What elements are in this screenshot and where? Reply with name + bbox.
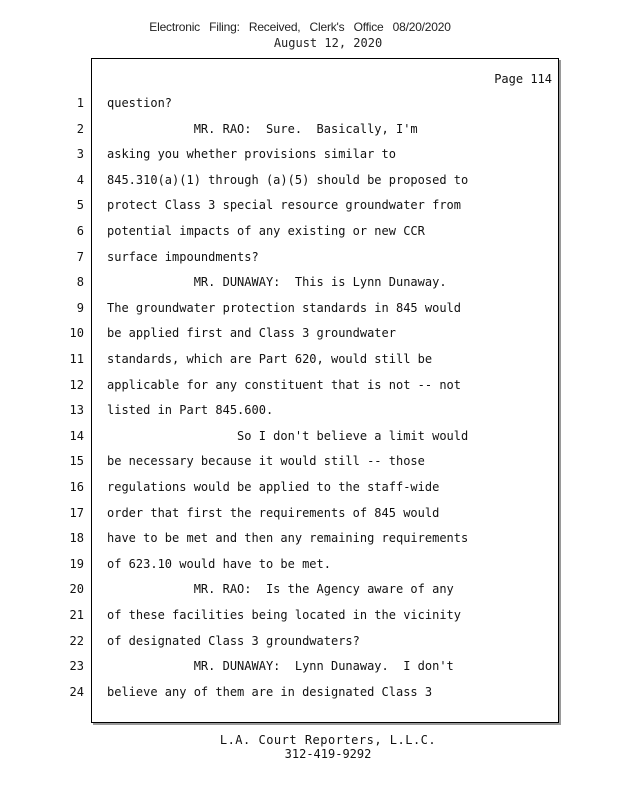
line-number: 21 bbox=[69, 608, 84, 622]
line-text: be necessary because it would still -- those bbox=[107, 454, 425, 468]
line-text: be applied first and Class 3 groundwater bbox=[107, 326, 396, 340]
transcript-line bbox=[0, 93, 560, 113]
line-text: regulations would be applied to the staff-wide bbox=[107, 480, 440, 494]
transcript-line bbox=[0, 503, 560, 523]
transcript-line bbox=[0, 247, 560, 267]
line-number: 12 bbox=[69, 378, 84, 392]
transcript-line bbox=[0, 451, 560, 471]
line-text: standards, which are Part 620, would still be bbox=[107, 352, 433, 366]
line-number: 6 bbox=[76, 224, 84, 238]
line-text: have to be met and then any remaining requirements bbox=[107, 531, 469, 545]
line-number: 20 bbox=[69, 582, 84, 596]
line-number: 18 bbox=[69, 531, 84, 545]
transcript-line bbox=[0, 528, 560, 548]
line-text: potential impacts of any existing or new CCR bbox=[107, 224, 425, 238]
line-number: 8 bbox=[76, 275, 84, 289]
line-text: protect Class 3 special resource groundwater from bbox=[107, 198, 462, 212]
transcript-line bbox=[0, 144, 560, 164]
line-number: 15 bbox=[69, 454, 84, 468]
line-text: MR. DUNAWAY: Lynn Dunaway. I don't bbox=[107, 659, 454, 673]
transcript-line bbox=[0, 375, 560, 395]
line-text: of 623.10 would have to be met. bbox=[107, 557, 331, 571]
line-text: question? bbox=[107, 96, 173, 110]
line-text: of these facilities being located in the vicinity bbox=[107, 608, 462, 622]
line-number: 16 bbox=[69, 480, 84, 494]
line-text: The groundwater protection standards in 845 would bbox=[107, 301, 462, 315]
transcript-line bbox=[0, 682, 560, 702]
line-text: order that first the requirements of 845 would bbox=[107, 506, 440, 520]
transcript-line bbox=[0, 323, 560, 343]
filing-stamp: Electronic Filing: Received, Clerk's Office 08/20/2020 bbox=[149, 20, 451, 34]
line-text: So I don't believe a limit would bbox=[107, 429, 469, 443]
court-reporter-phone: 312-419-9292 bbox=[284, 747, 372, 761]
transcript-line bbox=[0, 195, 560, 215]
line-text: MR. DUNAWAY: This is Lynn Dunaway. bbox=[107, 275, 447, 289]
line-number: 23 bbox=[69, 659, 84, 673]
line-number: 24 bbox=[69, 685, 84, 699]
transcript-line bbox=[0, 119, 560, 139]
line-number: 17 bbox=[69, 506, 84, 520]
transcript-line bbox=[0, 477, 560, 497]
page-number: Page 114 bbox=[494, 72, 552, 86]
transcript-line bbox=[0, 221, 560, 241]
line-number: 14 bbox=[69, 429, 84, 443]
line-number: 13 bbox=[69, 403, 84, 417]
transcript-line bbox=[0, 656, 560, 676]
line-number: 3 bbox=[76, 147, 84, 161]
line-text: surface impoundments? bbox=[107, 250, 259, 264]
line-text: applicable for any constituent that is not -- not bbox=[107, 378, 462, 392]
transcript-line bbox=[0, 349, 560, 369]
deposition-date: August 12, 2020 bbox=[273, 36, 383, 50]
line-number: 11 bbox=[69, 352, 84, 366]
transcript-line bbox=[0, 426, 560, 446]
line-number: 4 bbox=[76, 173, 84, 187]
line-number: 19 bbox=[69, 557, 84, 571]
transcript-line bbox=[0, 631, 560, 651]
line-text: of designated Class 3 groundwaters? bbox=[107, 634, 360, 648]
court-reporter-name: L.A. Court Reporters, L.L.C. bbox=[219, 733, 437, 747]
line-text: MR. RAO: Sure. Basically, I'm bbox=[107, 122, 418, 136]
line-text: believe any of them are in designated Class 3 bbox=[107, 685, 433, 699]
line-number: 7 bbox=[76, 250, 84, 264]
line-number: 1 bbox=[76, 96, 84, 110]
line-text: asking you whether provisions similar to bbox=[107, 147, 396, 161]
line-number: 10 bbox=[69, 326, 84, 340]
transcript-line bbox=[0, 400, 560, 420]
transcript-line bbox=[0, 579, 560, 599]
line-number: 22 bbox=[69, 634, 84, 648]
line-text: listed in Part 845.600. bbox=[107, 403, 274, 417]
line-number: 9 bbox=[76, 301, 84, 315]
line-number: 5 bbox=[76, 198, 84, 212]
transcript-line bbox=[0, 272, 560, 292]
transcript-line bbox=[0, 605, 560, 625]
line-text: 845.310(a)(1) through (a)(5) should be proposed to bbox=[107, 173, 469, 187]
line-text: MR. RAO: Is the Agency aware of any bbox=[107, 582, 454, 596]
transcript-line bbox=[0, 298, 560, 318]
line-number: 2 bbox=[76, 122, 84, 136]
transcript-line bbox=[0, 554, 560, 574]
transcript-line bbox=[0, 170, 560, 190]
